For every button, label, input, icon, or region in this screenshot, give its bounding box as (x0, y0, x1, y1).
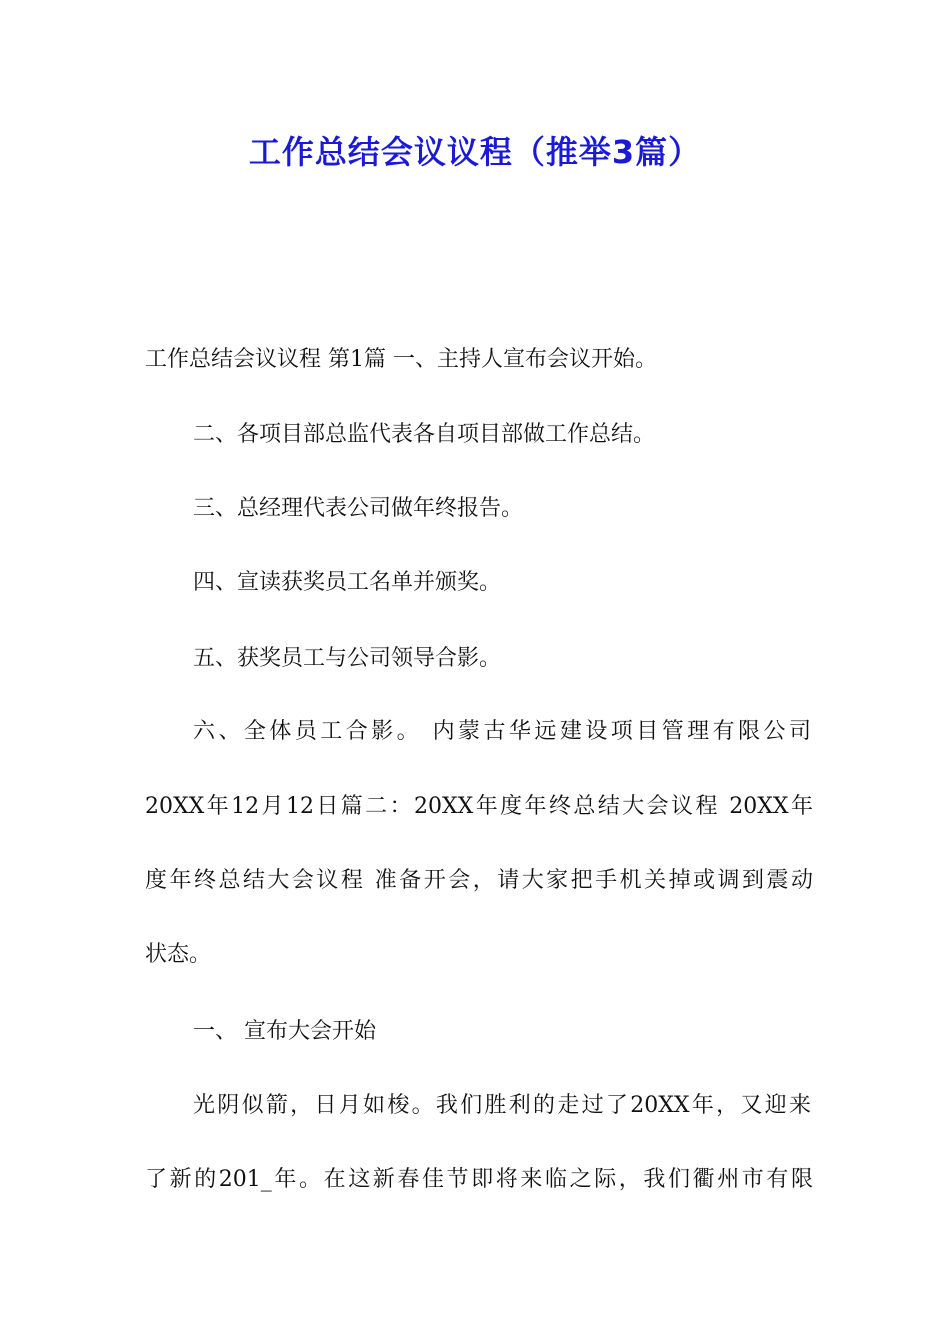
section-heading: 一、 宣布大会开始 (193, 1019, 376, 1044)
paragraph-line: 六、全体员工合影。 内蒙古华远建设项目管理有限公司 (193, 719, 811, 744)
document-title: 工作总结会议议程（推举3篇） (248, 133, 702, 171)
paragraph-line: 度年终总结大会议程 准备开会，请大家把手机关掉或调到震动 (145, 868, 813, 893)
paragraph-line: 五、获奖员工与公司领导合影。 (193, 646, 502, 671)
paragraph-line: 了新的201_年。在这新春佳节即将来临之际，我们衢州市有限 (145, 1167, 813, 1192)
paragraph-line: 工作总结会议议程 第1篇 一、主持人宣布会议开始。 (145, 347, 657, 372)
paragraph-line: 光阴似箭，日月如梭。我们胜利的走过了20XX年，又迎来 (193, 1093, 811, 1118)
paragraph-line: 20XX年12月12日篇二：20XX年度年终总结大会议程 20XX年 (145, 794, 813, 819)
paragraph-line: 四、宣读获奖员工名单并颁奖。 (193, 570, 502, 595)
paragraph-line: 三、总经理代表公司做年终报告。 (193, 496, 524, 521)
paragraph-line: 状态。 (145, 942, 212, 967)
paragraph-line: 二、各项目部总监代表各自项目部做工作总结。 (193, 422, 656, 447)
